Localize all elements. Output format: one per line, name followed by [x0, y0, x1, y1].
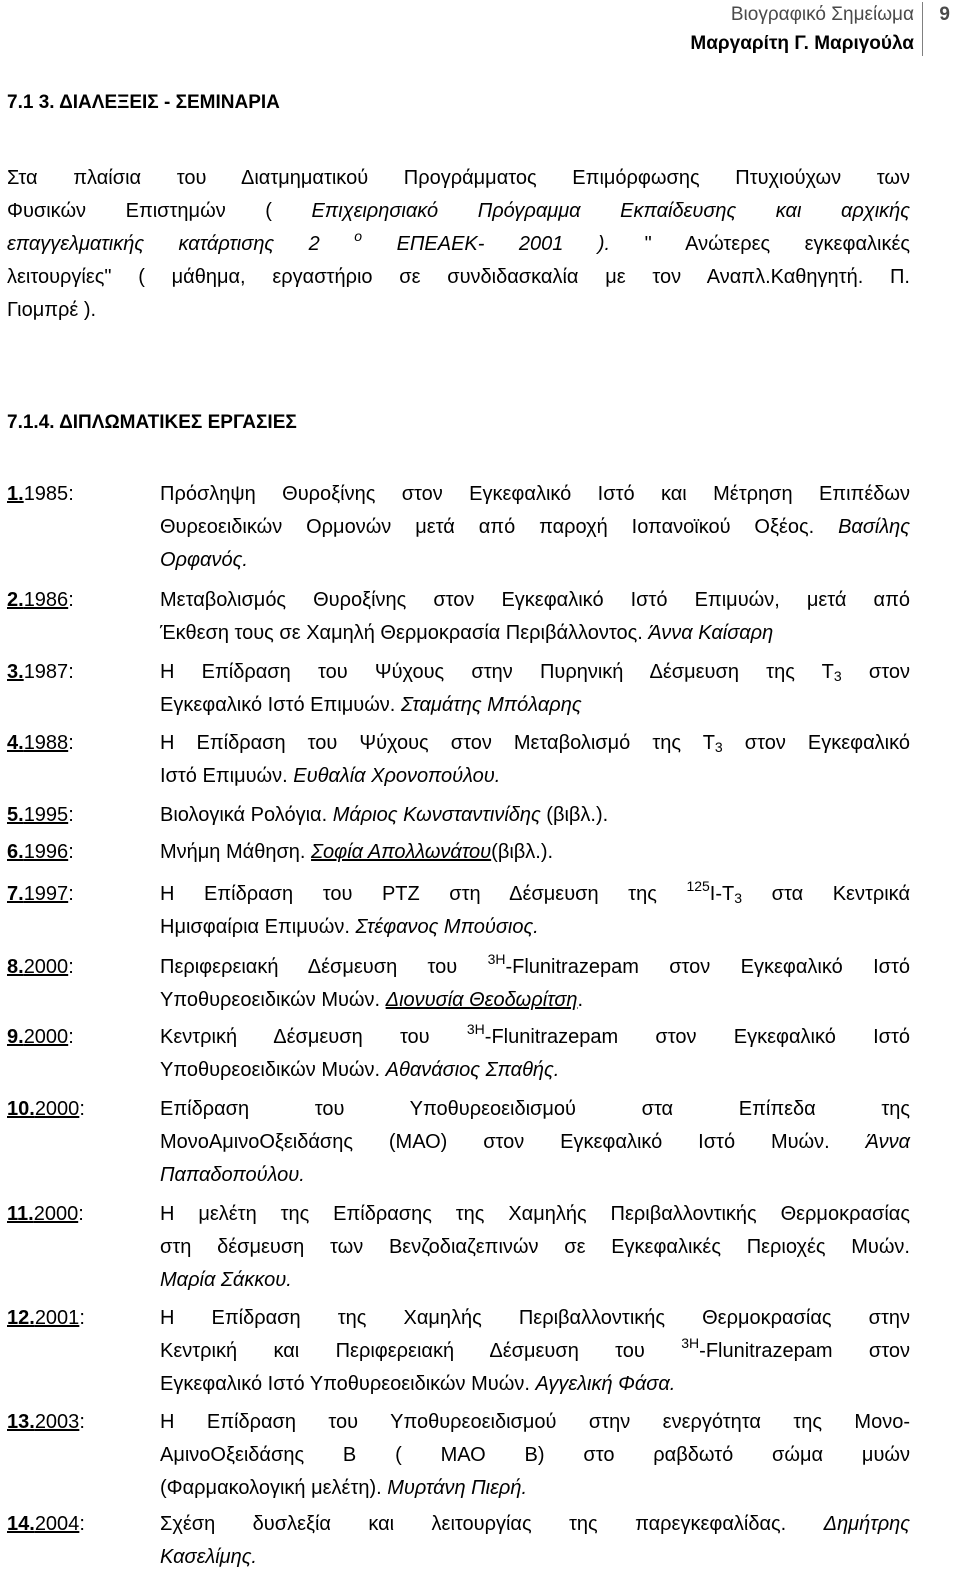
- thesis-line: ΜονοΑμινοΟξειδάσης (ΜΑΟ) στον Εγκεφαλικό Ιστό Μυών. Άννα: [160, 1131, 910, 1153]
- thesis-line: Εγκεφαλικό Ιστό Επιμυών. Σταμάτης Μπόλαρης: [160, 694, 582, 716]
- thesis-item-1: [7, 478, 910, 577]
- thesis-line: Υποθυρεοειδικών Μυών. Αθανάσιος Σπαθής.: [160, 1059, 560, 1081]
- thesis-label: 9.2000:: [7, 1026, 74, 1048]
- thesis-line: Εγκεφαλικό Ιστό Υποθυρεοειδικών Μυών. Αγγελική Φάσα.: [160, 1373, 676, 1395]
- section-theses-title: 7.1.4. ΔΙΠΛΩΜΑΤΙΚΕΣ ΕΡΓΑΣΙΕΣ: [7, 412, 297, 433]
- thesis-item-11: [7, 1198, 910, 1297]
- thesis-item-10: [7, 1093, 910, 1192]
- thesis-line: Πρόσληψη Θυροξίνης στον Εγκεφαλικό Ιστό και Μέτρηση Επιπέδων: [160, 483, 910, 505]
- thesis-line: Παπαδοπούλου.: [160, 1164, 305, 1186]
- thesis-label: 11.2000:: [7, 1203, 84, 1225]
- thesis-line: Η Επίδραση του Υποθυρεοειδισμού στην ενεργότητα της Μονο-: [160, 1411, 910, 1433]
- thesis-line: Η Επίδραση της Χαμηλής Περιβαλλοντικής Θερμοκρασίας στην: [160, 1307, 910, 1329]
- paragraph-line: Φυσικών Επιστημών ( Επιχειρησιακό Πρόγραμμα Εκπαίδευσης και αρχικής: [7, 200, 910, 222]
- thesis-line: Υποθυρεοειδικών Μυών. Διονυσία Θεοδωρίτση.: [160, 989, 584, 1011]
- thesis-item-2: [7, 584, 910, 650]
- thesis-item-4: [7, 727, 910, 793]
- thesis-line: Κεντρική και Περιφερειακή Δέσμευση του $^{3H}$-Flunitrazepam στον: [160, 1335, 910, 1362]
- thesis-line: Ιστό Επιμυών. Ευθαλία Χρονοπούλου.: [160, 765, 501, 787]
- thesis-line: Ημισφαίρια Επιμυών. Στέφανος Μπούσιος.: [160, 916, 539, 938]
- thesis-label: 8.2000:: [7, 956, 74, 978]
- thesis-line: Θυρεοειδικών Ορμονών μετά από παροχή Ιοπανοϊκού Οξέος. Βασίλης: [160, 516, 911, 538]
- thesis-label: 7.1997:: [7, 883, 74, 905]
- thesis-line: Έκθεση τους σε Χαμηλή Θερμοκρασία Περιβάλλοντος. Άννα Καίσαρη: [160, 622, 774, 644]
- thesis-line: Κεντρική Δέσμευση του $^{3H}$-Flunitrazepam στον Εγκεφαλικό Ιστό: [160, 1021, 911, 1048]
- thesis-line: Η μελέτη της Επίδρασης της Χαμηλής Περιβαλλοντικής Θερμοκρασίας: [160, 1203, 910, 1225]
- thesis-item-5: [7, 799, 910, 832]
- thesis-line: Η Επίδραση του PTZ στη Δέσμευση της $^{125}I-T_3$ στα Κεντρικά: [160, 878, 911, 906]
- header-divider: [922, 2, 923, 56]
- header-doc-title: Βιογραφικό Σημείωμα: [730, 4, 914, 25]
- thesis-label: 3.1987:: [7, 661, 74, 683]
- thesis-line: Επίδραση του Υποθυρεοειδισμού στα Επίπεδα της: [160, 1098, 910, 1120]
- page-header: [540, 0, 960, 58]
- thesis-label: 13.2003:: [7, 1411, 85, 1433]
- thesis-line: Κασελίμης.: [160, 1546, 257, 1568]
- paragraph-line: Γιομπρέ ).: [7, 299, 97, 321]
- page-number: 9: [939, 4, 950, 25]
- header-author: Μαργαρίτη Γ. Μαριγούλα: [690, 33, 914, 54]
- thesis-line: Η Επίδραση του Ψύχους στην Πυρηνική Δέσμευση της $T_3$ στον: [160, 661, 910, 684]
- thesis-item-6: [7, 836, 910, 869]
- thesis-line: Η Επίδραση του Ψύχους στον Μεταβολισμό της $T_3$ στον Εγκεφαλικό: [160, 732, 911, 755]
- thesis-line: (Φαρμακολογική μελέτη). Μυρτάνη Πιερή.: [160, 1477, 528, 1499]
- thesis-item-8: [7, 951, 910, 1017]
- thesis-item-13: [7, 1406, 910, 1505]
- thesis-line: Βιολογικά Ρολόγια. Μάριος Κωνσταντινίδης (βιβλ.).: [160, 804, 609, 826]
- thesis-line: Ορφανός.: [160, 549, 248, 571]
- thesis-line: Περιφερειακή Δέσμευση του $^{3H}$-Flunitrazepam στον Εγκεφαλικό Ιστό: [160, 951, 910, 978]
- section-lectures-title: 7.1 3. ΔΙΑΛΕΞΕΙΣ - ΣΕΜΙΝΑΡΙΑ: [7, 92, 280, 113]
- thesis-label: 6.1996:: [7, 841, 74, 863]
- lectures-paragraph: [7, 162, 910, 327]
- thesis-item-9: [7, 1021, 910, 1087]
- thesis-item-7: [7, 878, 910, 944]
- paragraph-line: Στα πλαίσια του Διατμηματικού Προγράμματος Επιμόρφωσης Πτυχιούχων των: [7, 167, 910, 189]
- thesis-item-12: [7, 1302, 910, 1401]
- thesis-line: Μαρία Σάκκου.: [160, 1269, 292, 1291]
- thesis-label: 5.1995:: [7, 804, 74, 826]
- thesis-label: 4.1988:: [7, 732, 74, 754]
- thesis-line: ΑμινοΟξειδάσης Β ( ΜΑΟ Β) στο ραβδωτό σώμα μυών: [160, 1444, 910, 1466]
- thesis-label: 1.1985:: [7, 483, 74, 505]
- thesis-label: 10.2000:: [7, 1098, 85, 1120]
- thesis-line: στη δέσμευση των Βενζοδιαζεπινών σε Εγκεφαλικές Περιοχές Μυών.: [160, 1236, 910, 1258]
- thesis-line: Μεταβολισμός Θυροξίνης στον Εγκεφαλικό Ιστό Επιμυών, μετά από: [160, 589, 910, 611]
- thesis-line: Μνήμη Μάθηση. Σοφία Απολλωνάτου(βιβλ.).: [160, 841, 554, 863]
- thesis-line: Σχέση δυσλεξία και λειτουργίας της παρεγκεφαλίδας. Δημήτρης: [160, 1513, 911, 1535]
- thesis-item-14: [7, 1508, 910, 1574]
- thesis-label: 2.1986:: [7, 589, 74, 611]
- thesis-label: 12.2001:: [7, 1307, 85, 1329]
- thesis-item-3: [7, 656, 910, 722]
- thesis-label: 14.2004:: [7, 1513, 85, 1535]
- paragraph-line: λειτουργίες" ( μάθημα, εργαστήριο σε συνδιδασκαλία με τον Αναπλ.Καθηγητή. Π.: [7, 266, 910, 288]
- paragraph-line: επαγγελματικής κατάρτισης 2 $^o$ ΕΠΕΑΕΚ- 2001 ). " Ανώτερες εγκεφαλικές: [7, 228, 911, 255]
